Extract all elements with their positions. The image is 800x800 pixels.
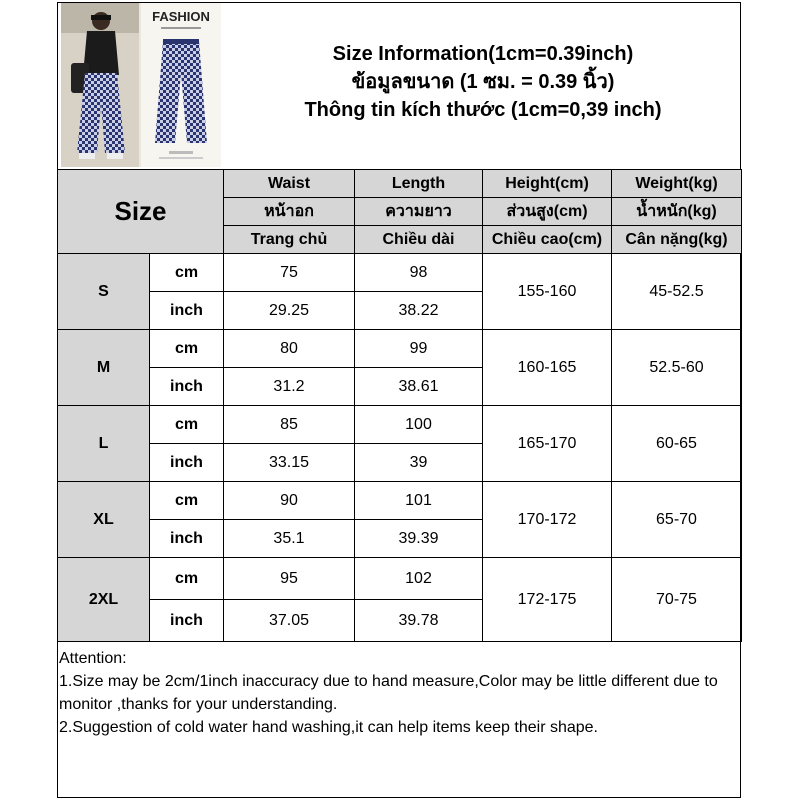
attention-notes [59, 647, 739, 739]
title-english: Size Information(1cm=0.39inch) [332, 43, 634, 65]
length-inch: 38.22 [355, 292, 483, 330]
unit-inch: inch [150, 600, 224, 642]
size-cell: L [58, 406, 150, 482]
weight-range: 60-65 [612, 406, 742, 482]
height-range: 155-160 [483, 254, 612, 330]
fashion-badge: FASHION [152, 9, 210, 24]
size-table [57, 169, 742, 642]
length-inch: 38.61 [355, 368, 483, 406]
waist-inch: 35.1 [224, 520, 355, 558]
length-cm: 99 [355, 330, 483, 368]
waist-inch: 33.15 [224, 444, 355, 482]
unit-cm: cm [150, 482, 224, 520]
length-inch: 39 [355, 444, 483, 482]
col-height-vi: Chiều cao(cm) [483, 226, 612, 254]
waist-inch: 31.2 [224, 368, 355, 406]
waist-cm: 90 [224, 482, 355, 520]
waist-cm: 85 [224, 406, 355, 444]
product-photo [61, 3, 221, 167]
col-height-th: ส่วนสูง(cm) [483, 198, 612, 226]
waist-inch: 29.25 [224, 292, 355, 330]
length-cm: 102 [355, 558, 483, 600]
note-item: 1.Size may be 2cm/1inch inaccuracy due to hand measure,Color may be little different due to monitor ,thanks for your understanding. [59, 673, 723, 713]
note-item: 2.Suggestion of cold water hand washing,it can help items keep their shape. [59, 719, 598, 736]
waist-cm: 95 [224, 558, 355, 600]
length-cm: 101 [355, 482, 483, 520]
weight-range: 70-75 [612, 558, 742, 642]
notes-heading: Attention: [59, 650, 127, 667]
height-range: 172-175 [483, 558, 612, 642]
height-range: 165-170 [483, 406, 612, 482]
unit-cm: cm [150, 558, 224, 600]
length-inch: 39.39 [355, 520, 483, 558]
col-weight-th: น้ำหนัก(kg) [612, 198, 742, 226]
size-cell: XL [58, 482, 150, 558]
size-info-title [225, 40, 741, 124]
unit-inch: inch [150, 368, 224, 406]
col-length-th: ความยาว [355, 198, 483, 226]
col-waist-vi: Trang chủ [224, 226, 355, 254]
weight-range: 65-70 [612, 482, 742, 558]
unit-inch: inch [150, 444, 224, 482]
height-range: 170-172 [483, 482, 612, 558]
col-waist-th: หน้าอก [224, 198, 355, 226]
col-length-vi: Chiều dài [355, 226, 483, 254]
weight-range: 45-52.5 [612, 254, 742, 330]
title-thai: ข้อมูลขนาด (1 ซม. = 0.39 นิ้ว) [351, 71, 615, 93]
size-header: Size [58, 170, 224, 254]
col-weight-vi: Cân nặng(kg) [612, 226, 742, 254]
unit-cm: cm [150, 254, 224, 292]
size-cell: M [58, 330, 150, 406]
title-vietnamese: Thông tin kích thước (1cm=0,39 inch) [304, 99, 662, 121]
col-length-en: Length [355, 170, 483, 198]
unit-inch: inch [150, 520, 224, 558]
waist-cm: 80 [224, 330, 355, 368]
waist-cm: 75 [224, 254, 355, 292]
size-cell: 2XL [58, 558, 150, 642]
length-cm: 100 [355, 406, 483, 444]
waist-inch: 37.05 [224, 600, 355, 642]
height-range: 160-165 [483, 330, 612, 406]
length-inch: 39.78 [355, 600, 483, 642]
col-waist-en: Waist [224, 170, 355, 198]
col-height-en: Height(cm) [483, 170, 612, 198]
unit-cm: cm [150, 330, 224, 368]
col-weight-en: Weight(kg) [612, 170, 742, 198]
product-image [61, 3, 221, 167]
size-cell: S [58, 254, 150, 330]
weight-range: 52.5-60 [612, 330, 742, 406]
unit-cm: cm [150, 406, 224, 444]
unit-inch: inch [150, 292, 224, 330]
length-cm: 98 [355, 254, 483, 292]
